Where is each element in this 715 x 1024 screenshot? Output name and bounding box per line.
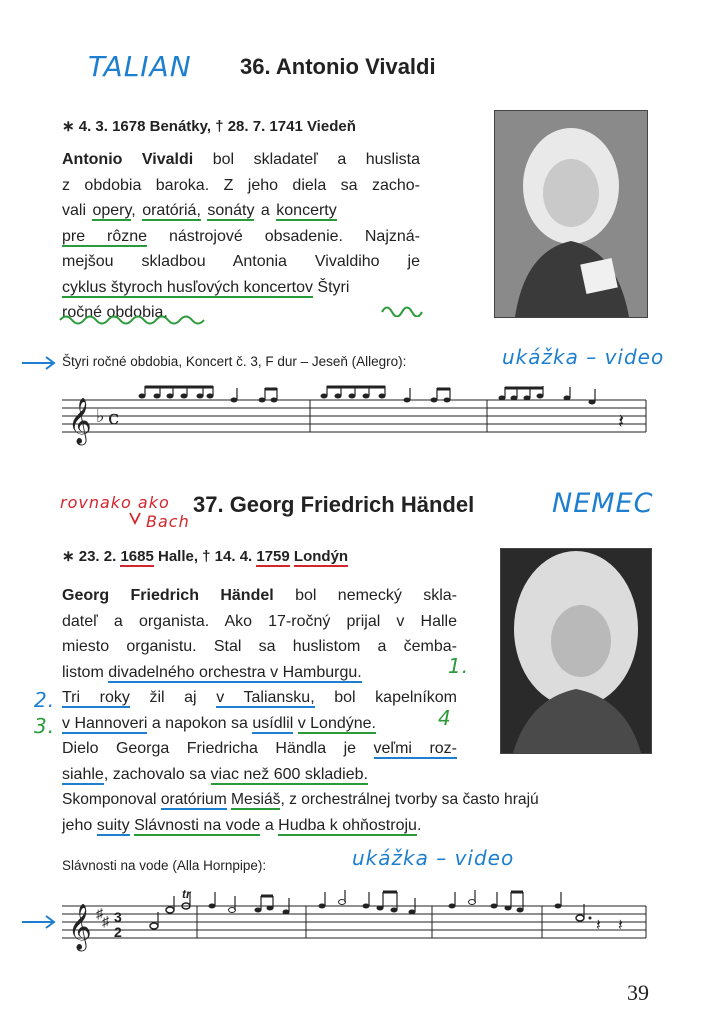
wavy-mark-icon — [380, 303, 426, 317]
vivaldi-name: Antonio Vivaldi — [62, 151, 194, 168]
margin-number-3: 3. — [34, 714, 56, 738]
text-run: z obdobia baroka. Z jeho diela sa zacho- — [62, 176, 420, 194]
highlight-mesias: Mesiáš — [231, 791, 281, 808]
handel-line-3 — [62, 634, 457, 660]
highlight-london: v Londýne. — [297, 714, 376, 732]
text-run: listom — [62, 663, 109, 681]
vivaldi-portrait — [494, 110, 648, 318]
text-run: bol nemecký skla- — [273, 587, 457, 604]
text-run: dateľ a organista. Ako 17-ročný prijal v Halle — [62, 612, 457, 630]
svg-text:𝄞: 𝄞 — [68, 904, 92, 950]
text-run: jeho — [62, 816, 97, 834]
highlight-birth-year: 1685 — [120, 548, 154, 565]
margin-number-4: 4 — [438, 706, 452, 730]
highlight-pre-rozne: pre rôzne — [62, 227, 148, 245]
vivaldi-line-6 — [62, 275, 420, 301]
vivaldi-music-staff — [62, 384, 648, 448]
text-run: miesto organistu. Stal sa huslistom a čemba- — [62, 638, 457, 655]
svg-text:♯: ♯ — [102, 913, 109, 929]
text-run: Dielo Georga Friedricha Händla je — [62, 740, 374, 757]
text-run: ∗ 23. 2. — [62, 548, 121, 565]
wavy-underline-icon — [58, 313, 218, 327]
highlight-hannover: v Hannoveri — [62, 714, 148, 732]
handel-line-10 — [62, 813, 457, 839]
handel-line-4 — [62, 660, 457, 686]
svg-text:3: 3 — [114, 909, 122, 925]
svg-text:𝄽: 𝄽 — [618, 917, 623, 934]
svg-text:2: 2 — [114, 924, 122, 940]
text-run: žil aj — [129, 689, 217, 706]
annotation-country-italian: TALIAN — [88, 50, 192, 83]
vivaldi-line-3 — [62, 198, 420, 224]
vivaldi-line-5 — [62, 249, 420, 275]
text-run: . — [416, 816, 422, 834]
highlight-600-skladieb: viac než 600 skladieb. — [210, 765, 368, 783]
svg-text:c: c — [108, 405, 120, 429]
arrow-right-icon — [20, 355, 60, 371]
text-run: Štyri — [312, 278, 350, 296]
text-run: Halle, † 14. 4. — [153, 548, 257, 565]
annotation-compare: rovnako ako — [60, 493, 170, 512]
handel-music-caption: Slávnosti na vode (Alla Hornpipe): — [62, 858, 267, 873]
svg-text:𝄞: 𝄞 — [68, 398, 92, 444]
handel-line-9 — [62, 787, 539, 813]
text-run: Skomponoval — [62, 791, 161, 808]
arrow-down-icon — [128, 510, 142, 526]
handel-dates — [62, 547, 348, 565]
text-run: ročné obdobia. — [62, 304, 168, 321]
highlight-taliansko: v Taliansku, — [216, 689, 315, 706]
handel-portrait — [500, 548, 652, 754]
svg-text:♯: ♯ — [96, 905, 103, 921]
vivaldi-dates: ∗ 4. 3. 1678 Benátky, † 28. 7. 1741 Viedeň — [62, 118, 356, 135]
highlight-suity: suity — [96, 816, 130, 834]
svg-text:tr: tr — [182, 887, 191, 901]
highlight-hudba: Hudba k ohňostroju — [278, 816, 417, 834]
annotation-bach: Bach — [146, 512, 190, 531]
handel-line-5 — [62, 685, 457, 711]
annotation-video-2: ukážka – video — [352, 846, 515, 870]
margin-number-2: 2. — [34, 688, 56, 712]
highlight-velmi-rozsiahle: veľmi roz- — [373, 740, 457, 757]
handel-paragraph — [62, 583, 539, 838]
highlight-siahle: siahle — [62, 765, 104, 783]
handel-music-staff — [62, 884, 648, 954]
handel-line-6 — [62, 711, 457, 737]
highlight-oratorium: oratórium — [160, 791, 227, 808]
highlight-tri-roky: Tri roky — [62, 689, 130, 706]
svg-text:♭: ♭ — [96, 406, 105, 426]
highlight-death-place: Londýn — [293, 548, 349, 565]
highlight-sonaty: sonáty — [207, 202, 255, 219]
text-run: a napokon sa — [147, 714, 253, 732]
handel-line-8 — [62, 762, 457, 788]
text-run: nástrojové obsadenie. Najzná- — [147, 227, 421, 245]
highlight-usidlil: usídlil — [252, 714, 294, 732]
section-title-handel: 37. Georg Friedrich Händel — [193, 492, 475, 517]
text-run: , z orchestrálnej tvorby sa často hrajú — [280, 791, 539, 808]
text-run: a — [260, 816, 279, 834]
text-run: mejšou skladbou Antonia Vivaldiho je — [62, 253, 420, 270]
highlight-slavnosti: Slávnosti na vode — [134, 816, 261, 834]
highlight-koncerty: koncerty — [276, 202, 337, 219]
highlight-hamburg: divadelného orchestra v Hamburgu. — [108, 663, 362, 681]
handel-line-7 — [62, 736, 457, 762]
arrow-right-icon — [20, 914, 60, 930]
vivaldi-music-caption: Štyri ročné obdobia, Koncert č. 3, F dur – Jeseň (Allegro): — [62, 354, 407, 369]
text-run: a — [254, 202, 277, 219]
text-run: bol kapelníkom — [314, 689, 457, 706]
vivaldi-line-4 — [62, 224, 420, 250]
vivaldi-line-1 — [62, 147, 420, 173]
page-number: 39 — [627, 980, 649, 1005]
handel-name: Georg Friedrich Händel — [62, 587, 274, 604]
handel-line-1 — [62, 583, 457, 609]
annotation-country-german: NEMEC — [552, 488, 654, 519]
annotation-video-1: ukážka – video — [502, 345, 665, 369]
highlight-oratoria: oratóriá, — [142, 202, 201, 219]
handel-line-2 — [62, 609, 457, 635]
vivaldi-paragraph — [62, 147, 420, 326]
svg-text:𝄽: 𝄽 — [618, 411, 625, 433]
text-run: bol skladateľ a huslista — [193, 151, 420, 168]
text-run: , — [131, 202, 143, 219]
margin-number-1: 1. — [448, 654, 470, 678]
svg-text:𝄽: 𝄽 — [596, 917, 601, 934]
text-run: vali — [62, 202, 93, 219]
text-run: , zachovalo sa — [103, 765, 211, 783]
highlight-opery: opery — [92, 202, 132, 219]
vivaldi-line-2 — [62, 173, 420, 199]
highlight-cyklus: cyklus štyroch husľových koncertov — [62, 278, 313, 296]
highlight-death-year: 1759 — [256, 548, 290, 565]
section-title-vivaldi: 36. Antonio Vivaldi — [240, 54, 436, 79]
